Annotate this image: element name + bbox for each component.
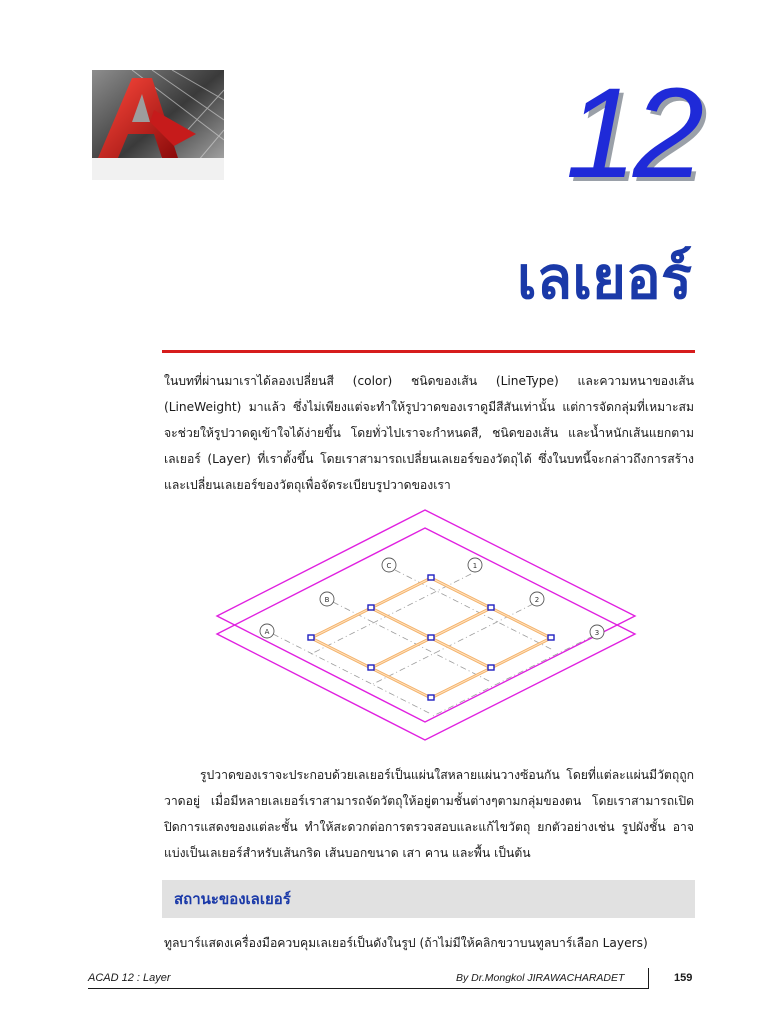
grid-label-b: B xyxy=(324,596,330,604)
layer-plane-upper xyxy=(217,510,635,722)
grid-label-a: A xyxy=(264,628,270,636)
intro-paragraph: ในบทที่ผ่านมาเราได้ลองเปลี่ยนสี (color) ชนิดของเส้น (LineType) และความหนาของเส้น (LineWeight) มาแล้ว ซึ่งไม่เพียงแต่จะทำให้รูปวาดของเราดูมีสีสันเท่านั้น แต่การจัดกลุ่มที่เหมาะสมจะช่วยให้รูปวาดดูเข้าใจได้ง่ายขึ้น โดยทั่วไปเราจะกำหนดสี, ชนิดของเส้น และน้ำหนักเส้นแยกตามเลเยอร์ (Layer) ที่เราตั้งขึ้น โดยเราสามารถเปลี่ยนเลเยอร์ของวัตถุได้ ซึ่งในบทนี้จะกล่าวถึงการสร้างและเปลี่ยนเลเยอร์ของวัตถุเพื่อจัดระเบียบรูปวาดของเรา xyxy=(164,374,694,492)
autocad-logo-icon xyxy=(92,70,224,180)
section-header-bar xyxy=(162,880,695,918)
grid-label-1: 1 xyxy=(472,562,478,570)
toolbar-paragraph: ทูลบาร์แสดงเครื่องมือควบคุมเลเยอร์เป็นดังในรูป (ถ้าไม่มีให้คลิกขวาบนทูลบาร์เลือก Layers) xyxy=(164,936,648,950)
title-divider xyxy=(162,350,695,353)
grid-label-c: C xyxy=(386,562,392,570)
grid-label-2: 2 xyxy=(534,596,540,604)
chapter-number: 12 xyxy=(565,62,700,205)
footer-author: By Dr.Mongkol JIRAWACHARADET xyxy=(456,972,625,984)
layer-stack-figure xyxy=(215,508,645,744)
chapter-title: เลเยอร์ xyxy=(516,244,692,312)
section-title: สถานะของเลเยอร์ xyxy=(174,890,291,908)
layers-explanation-paragraph: รูปวาดของเราจะประกอบด้วยเลเยอร์เป็นแผ่นใสหลายแผ่นวางซ้อนกัน โดยที่แต่ละแผ่นมีวัตถุถูกวาดอยู่ เมื่อมีหลายเลเยอร์เราสามารถจัดวัตถุให้อยู่ตามชั้นต่างๆตามกลุ่มของตน โดยเราสามารถเปิดปิดการแสดงของแต่ละชั้น ทำให้สะดวกต่อการตรวจสอบและแก้ไขวัตถุ ยกตัวอย่างเช่น รูปผังชั้น อาจแบ่งเป็นเลเยอร์สำหรับเส้นกริด เส้นบอกขนาด เสา คาน และพื้น เป็นต้น xyxy=(164,768,694,860)
page-number: 159 xyxy=(674,972,693,984)
footer-chapter-label: ACAD 12 : Layer xyxy=(88,972,171,984)
footer-rule xyxy=(88,988,648,989)
footer-divider xyxy=(648,968,649,989)
grid-label-3: 3 xyxy=(594,629,600,637)
